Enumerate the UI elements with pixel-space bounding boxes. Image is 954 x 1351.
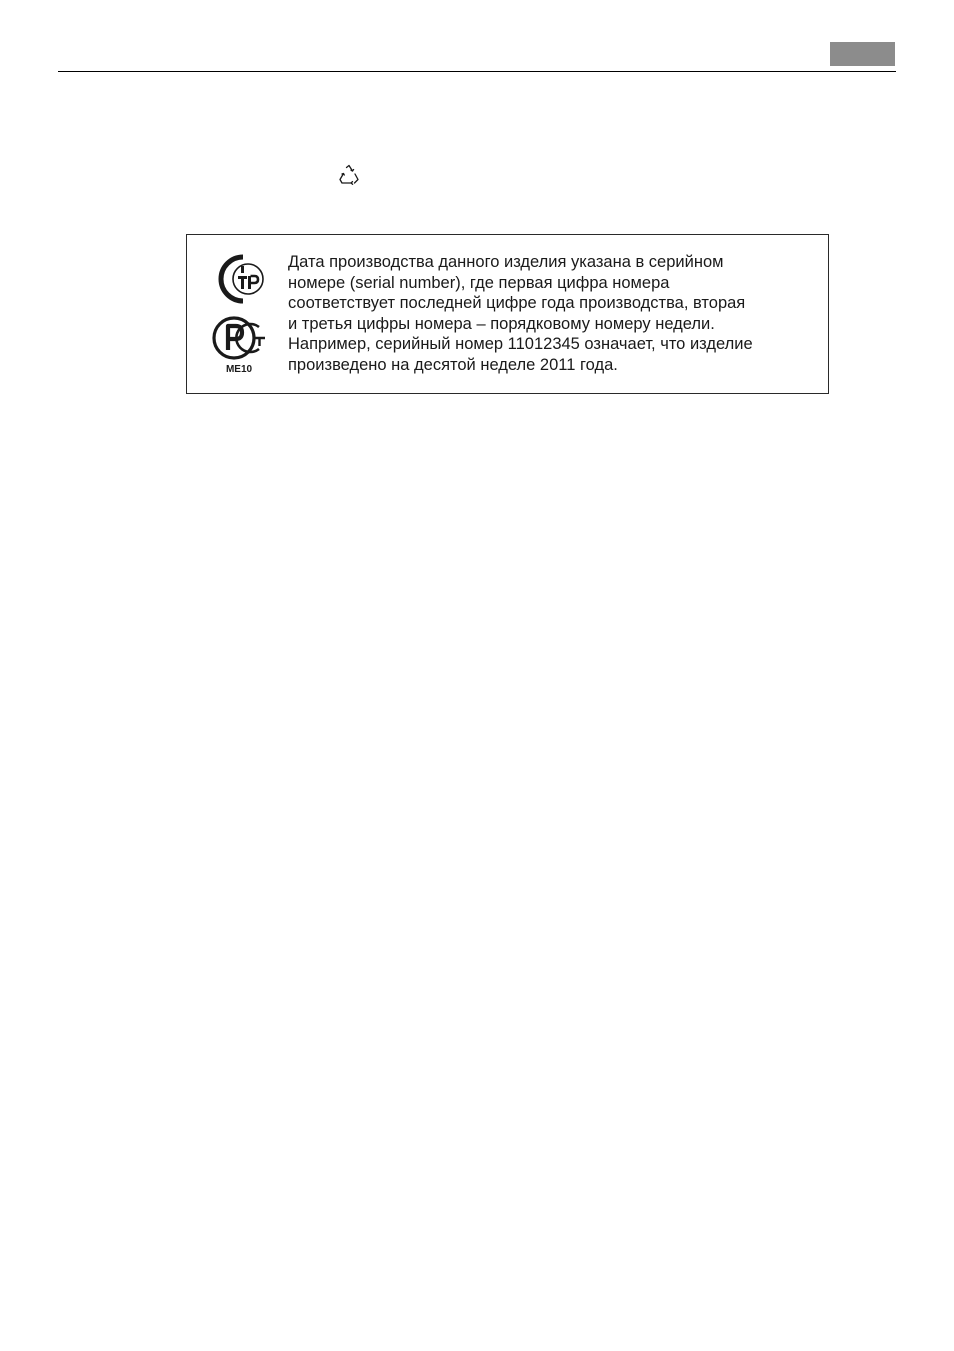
rst-certification-icon bbox=[210, 313, 268, 363]
certification-code: ME10 bbox=[225, 364, 253, 375]
production-date-explanation bbox=[288, 252, 823, 376]
text-line: Например, серийный номер 11012345 означает, что изделие bbox=[288, 335, 753, 354]
text-line: номере (serial number), где первая цифра номера bbox=[288, 273, 670, 292]
text-line: и третья цифры номера – порядковому номеру недели. bbox=[288, 314, 715, 333]
recycle-icon bbox=[337, 163, 361, 187]
eac-certification-icon bbox=[210, 252, 268, 306]
certification-info-box bbox=[186, 234, 829, 394]
header-rule bbox=[58, 71, 896, 72]
text-line: Дата производства данного изделия указана в серийном bbox=[288, 253, 724, 271]
header-tab bbox=[830, 42, 895, 66]
text-line: произведено на десятой неделе 2011 года. bbox=[288, 355, 618, 374]
text-line: соответствует последней цифре года производства, вторая bbox=[288, 294, 746, 313]
